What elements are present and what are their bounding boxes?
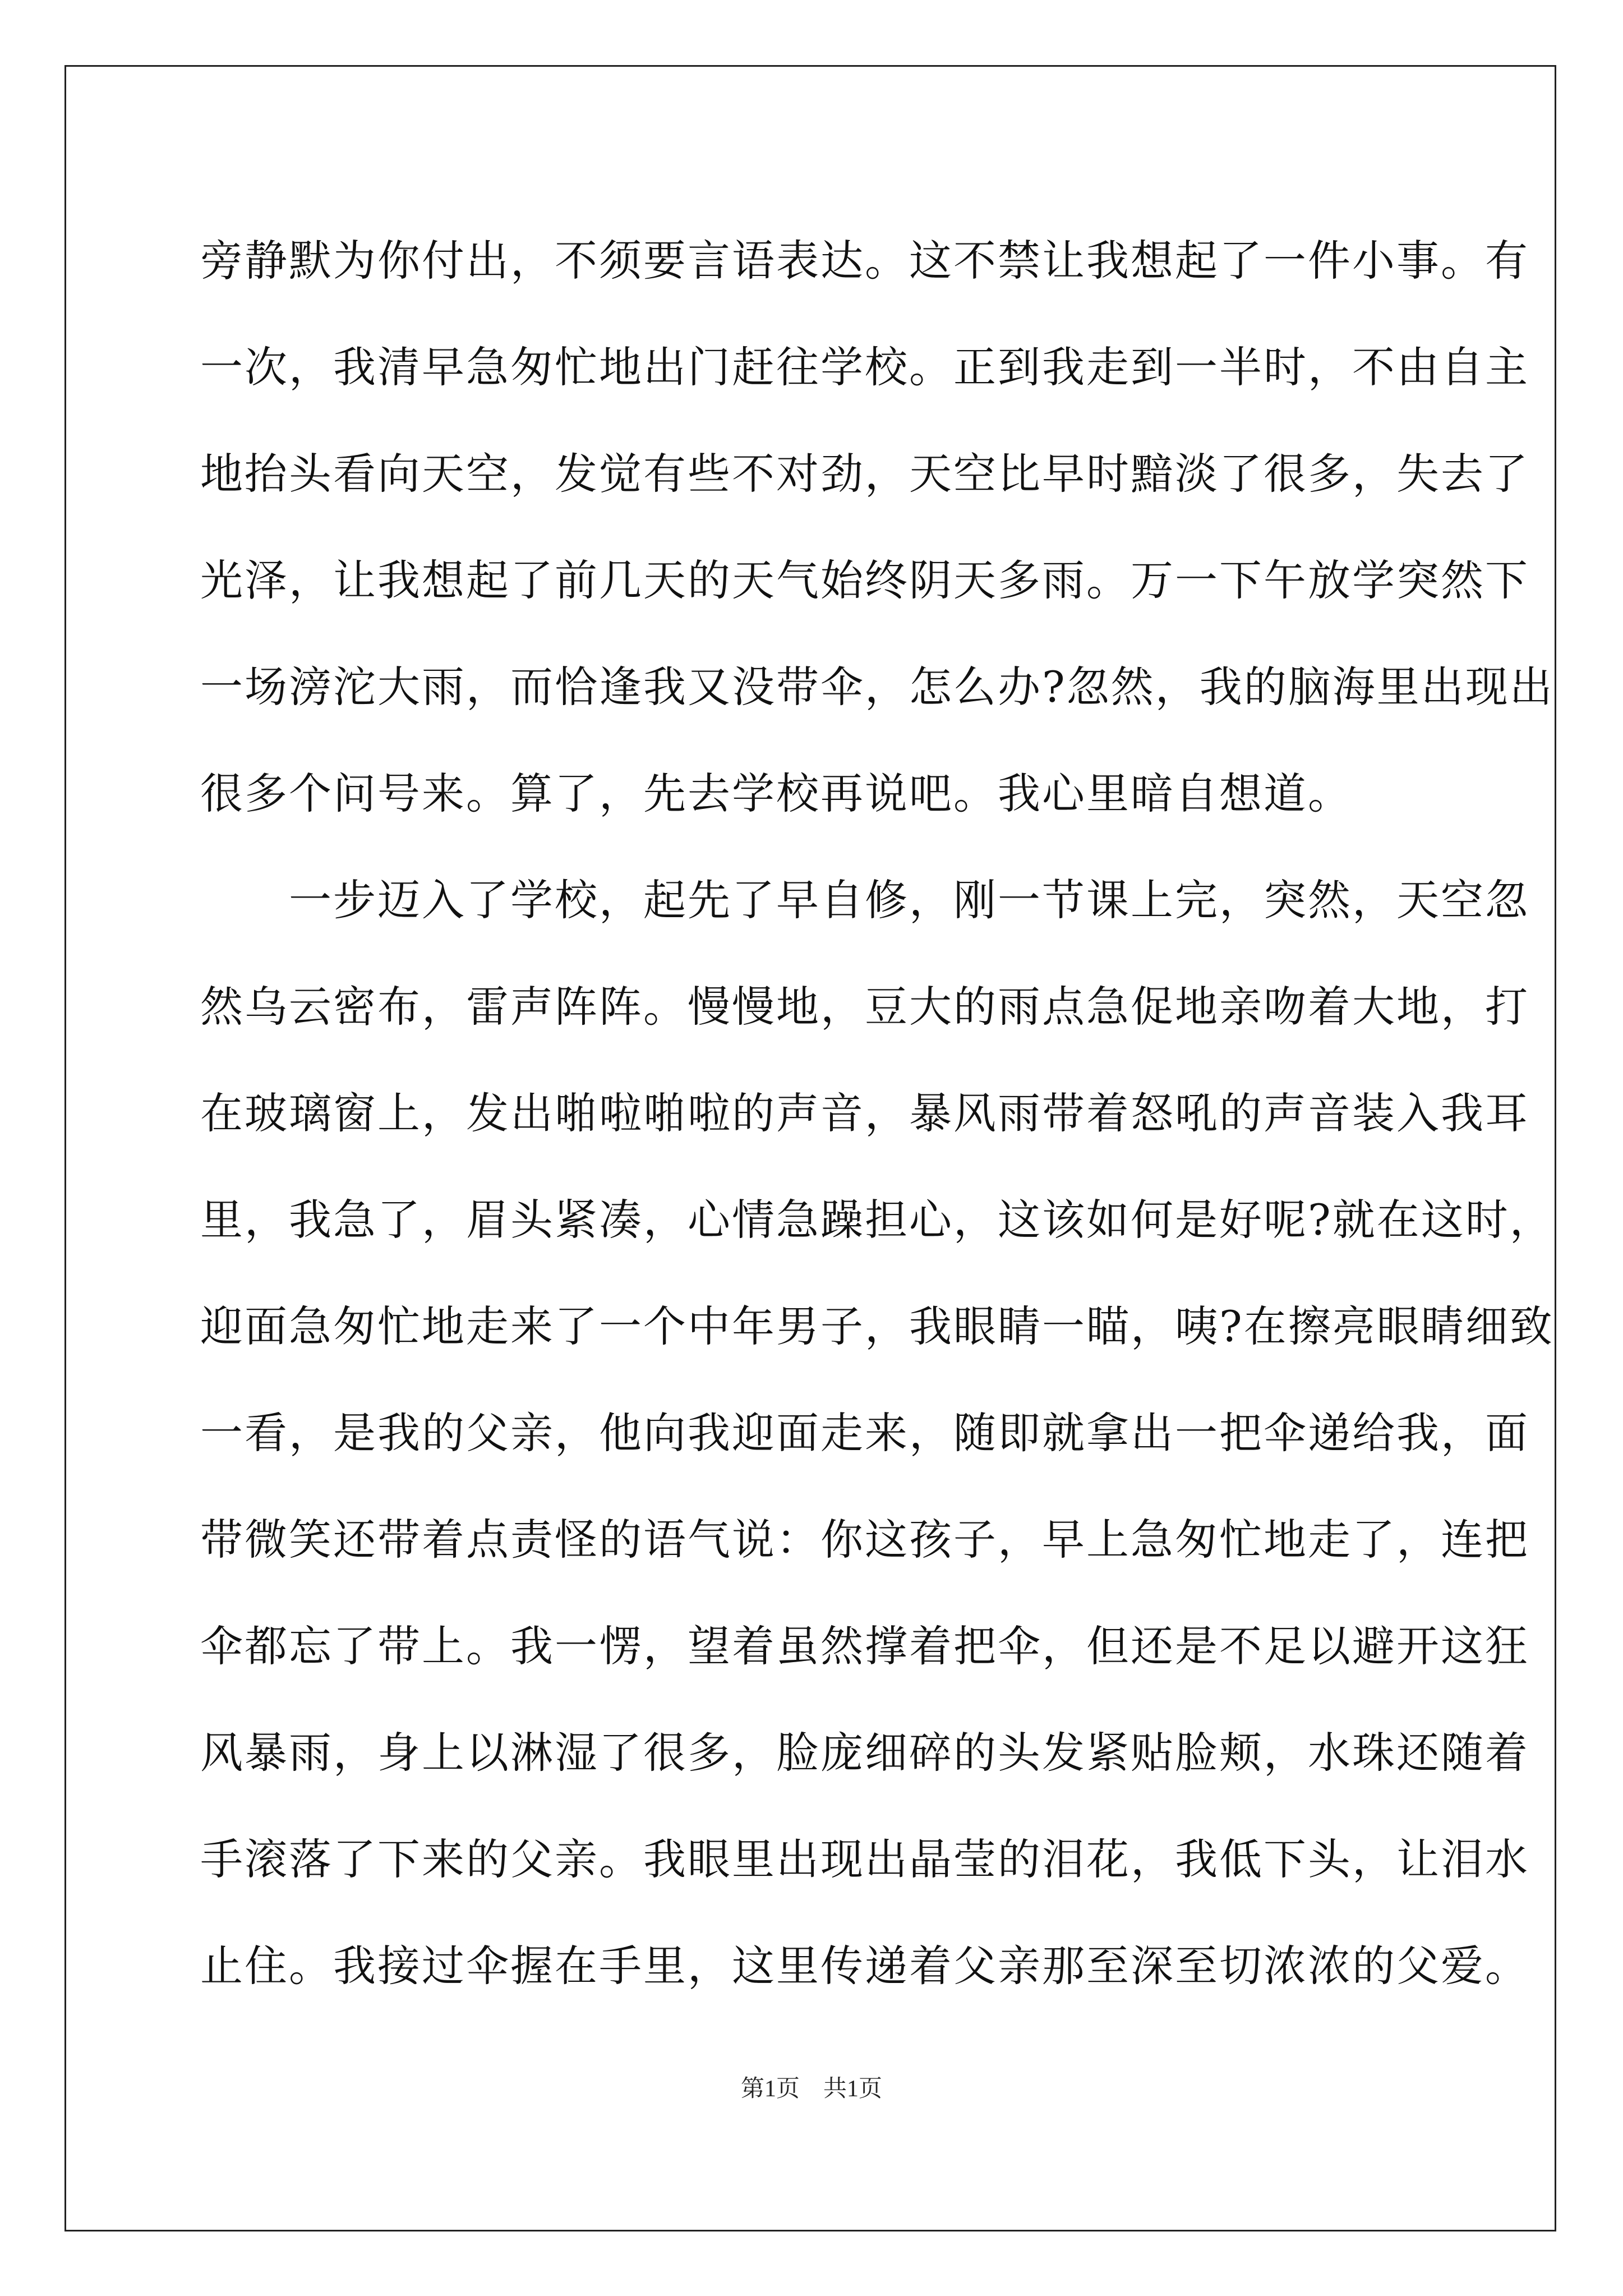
text-line: 止住。我接过伞握在手里，这里传递着父亲那至深至切浓浓的父爱。 (200, 1941, 1529, 1991)
page-footer: 第1页 共1页 (740, 2076, 882, 2102)
text-line: 风暴雨，身上以淋湿了很多，脸庞细碎的头发紧贴脸颊，水珠还随着 (200, 1728, 1529, 1778)
text-line: 一看，是我的父亲，他向我迎面走来，随即就拿出一把伞递给我，面 (200, 1408, 1529, 1458)
text-line: 地抬头看向天空，发觉有些不对劲，天空比早时黯淡了很多，失去了 (200, 449, 1529, 499)
text-line: 一次，我清早急匆忙地出门赶往学校。正到我走到一半时，不由自主 (200, 342, 1529, 392)
text-line: 在玻璃窗上，发出啪啦啪啦的声音，暴风雨带着怒吼的声音装入我耳 (200, 1088, 1529, 1138)
text-line: 手滚落了下来的父亲。我眼里出现出晶莹的泪花，我低下头，让泪水 (200, 1834, 1529, 1884)
text-line: 旁静默为你付出，不须要言语表达。这不禁让我想起了一件小事。有 (200, 236, 1529, 286)
text-line: 很多个问号来。算了，先去学校再说吧。我心里暗自想道。 (200, 769, 1352, 818)
text-line: 带微笑还带着点责怪的语气说：你这孩子，早上急匆忙地走了，连把 (200, 1515, 1529, 1565)
text-line: 伞都忘了带上。我一愣，望着虽然撑着把伞，但还是不足以避开这狂 (200, 1621, 1529, 1671)
text-line: 一场滂沱大雨，而恰逢我又没带伞，怎么办?忽然，我的脑海里出现出 (200, 662, 1554, 712)
text-line: 光泽，让我想起了前几天的天气始终阴天多雨。万一下午放学突然下 (200, 555, 1529, 605)
text-line: 一步迈入了学校，起先了早自修，刚一节课上完，突然，天空忽 (200, 875, 1529, 925)
document-body (200, 208, 1554, 2019)
text-line: 里，我急了，眉头紧凑，心情急躁担心，这该如何是好呢?就在这时， (200, 1195, 1554, 1245)
text-line: 然乌云密布，雷声阵阵。慢慢地，豆大的雨点急促地亲吻着大地，打 (200, 982, 1529, 1032)
text-line: 迎面急匆忙地走来了一个中年男子，我眼睛一瞄，咦?在擦亮眼睛细致 (200, 1301, 1554, 1351)
